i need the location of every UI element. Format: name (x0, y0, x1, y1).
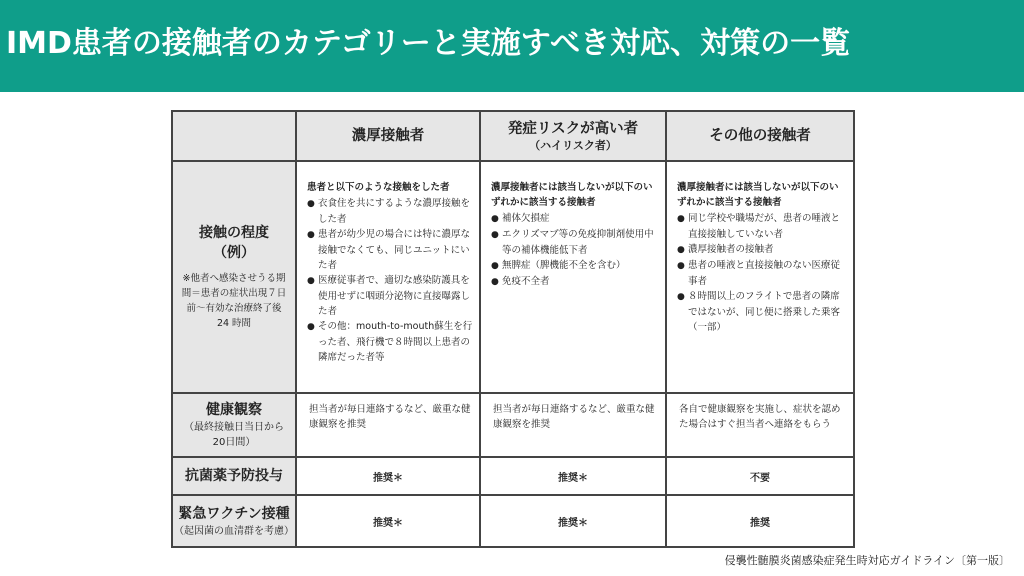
contact-level-close-contact: 患者と以下のような接触をした者 ● 衣食住を共にするような濃厚接触をした者 ● 患者が幼少児の場合には特に濃厚な接触でなくても、同じユニットにいた者 ● 医療従事者で、適切な感染防護具を使用せずに咽頭分泌物に直接曝露した者 ● その他：mouth-to-mouth蘇生を行った者、飛行機で８時間以上患者の隣席だった者等 (296, 161, 480, 393)
table-row-health-observation (172, 393, 854, 457)
list-item: ● ８時間以上のフライトで患者の隣席ではないが、同じ便に搭乗した乗客（一部） (677, 289, 847, 335)
list-item: ● 患者が幼少児の場合には特に濃厚な接触でなくても、同じユニットにいた者 (307, 227, 473, 273)
health-observation-close-contact: 担当者が毎日連絡するなど、厳重な健康観察を推奨 (296, 393, 480, 457)
corner-cell (172, 111, 296, 161)
antibiotic-close-contact: 推奨＊ (296, 457, 480, 495)
column-header-close-contact: 濃厚接触者 (296, 111, 480, 161)
table-row-contact-level (172, 161, 854, 393)
table-row-antibiotic-prophylaxis (172, 457, 854, 495)
vaccine-other-contact: 推奨 (666, 495, 854, 547)
list-item: ● 補体欠損症 (491, 211, 659, 227)
row-header-contact-level: 接触の程度 （例） ※他者へ感染させうる期間＝患者の症状出現７日前～有効な治療終了後 24 時間 (172, 161, 296, 393)
list-item: ● エクリズマブ等の免疫抑制剤使用中等の補体機能低下者 (491, 227, 659, 258)
vaccine-high-risk: 推奨＊ (480, 495, 666, 547)
contact-level-other-contact: 濃厚接触者には該当しないが以下のいずれかに該当する接触者 ● 同じ学校や職場だが、患者の唾液と直接接触していない者 ● 濃厚接触者の接触者 ● 患者の唾液と直接接触のない医療従事者 ● ８時間以上のフライトで患者の隣席ではないが、同じ便に搭乗した乗客（一部） (666, 161, 854, 393)
contact-level-high-risk: 濃厚接触者には該当しないが以下のいずれかに該当する接触者 ● 補体欠損症 ● エクリズマブ等の免疫抑制剤使用中等の補体機能低下者 ● 無脾症（脾機能不全を含む） ● 免疫不全者 (480, 161, 666, 393)
page-title: IMD患者の接触者のカテゴリーと実施すべき対応、対策の一覧 (6, 26, 851, 61)
source-citation: 侵襲性髄膜炎菌感染症発生時対応ガイドライン〔第一版〕 (724, 554, 1010, 567)
list-item: ● 無脾症（脾機能不全を含む） (491, 258, 659, 274)
list-item: ● 患者の唾液と直接接触のない医療従事者 (677, 258, 847, 289)
antibiotic-other-contact: 不要 (666, 457, 854, 495)
list-item: ● 濃厚接触者の接触者 (677, 242, 847, 258)
list-item: ● 衣食住を共にするような濃厚接触をした者 (307, 196, 473, 227)
list-item: ● 免疫不全者 (491, 274, 659, 290)
health-observation-high-risk: 担当者が毎日連絡するなど、厳重な健康観察を推奨 (480, 393, 666, 457)
list-item: ● 医療従事者で、適切な感染防護具を使用せずに咽頭分泌物に直接曝露した者 (307, 273, 473, 319)
table-row-emergency-vaccination (172, 495, 854, 547)
row-header-health-observation: 健康観察 （最終接触日当日から20日間） (172, 393, 296, 457)
contact-category-table (171, 110, 855, 548)
list-item: ● その他：mouth-to-mouth蘇生を行った者、飛行機で８時間以上患者の隣席だった者等 (307, 319, 473, 365)
column-header-other-contact: その他の接触者 (666, 111, 854, 161)
vaccine-close-contact: 推奨＊ (296, 495, 480, 547)
antibiotic-high-risk: 推奨＊ (480, 457, 666, 495)
title-banner (0, 0, 1024, 92)
health-observation-other-contact: 各自で健康観察を実施し、症状を認めた場合はすぐ担当者へ連絡をもらう (666, 393, 854, 457)
row-header-emergency-vaccination: 緊急ワクチン接種 （起因菌の血清群を考慮） (172, 495, 296, 547)
row-header-antibiotic-prophylaxis: 抗菌薬予防投与 (172, 457, 296, 495)
table-header-row (172, 111, 854, 161)
column-header-high-risk: 発症リスクが高い者 （ハイリスク者） (480, 111, 666, 161)
list-item: ● 同じ学校や職場だが、患者の唾液と直接接触していない者 (677, 211, 847, 242)
